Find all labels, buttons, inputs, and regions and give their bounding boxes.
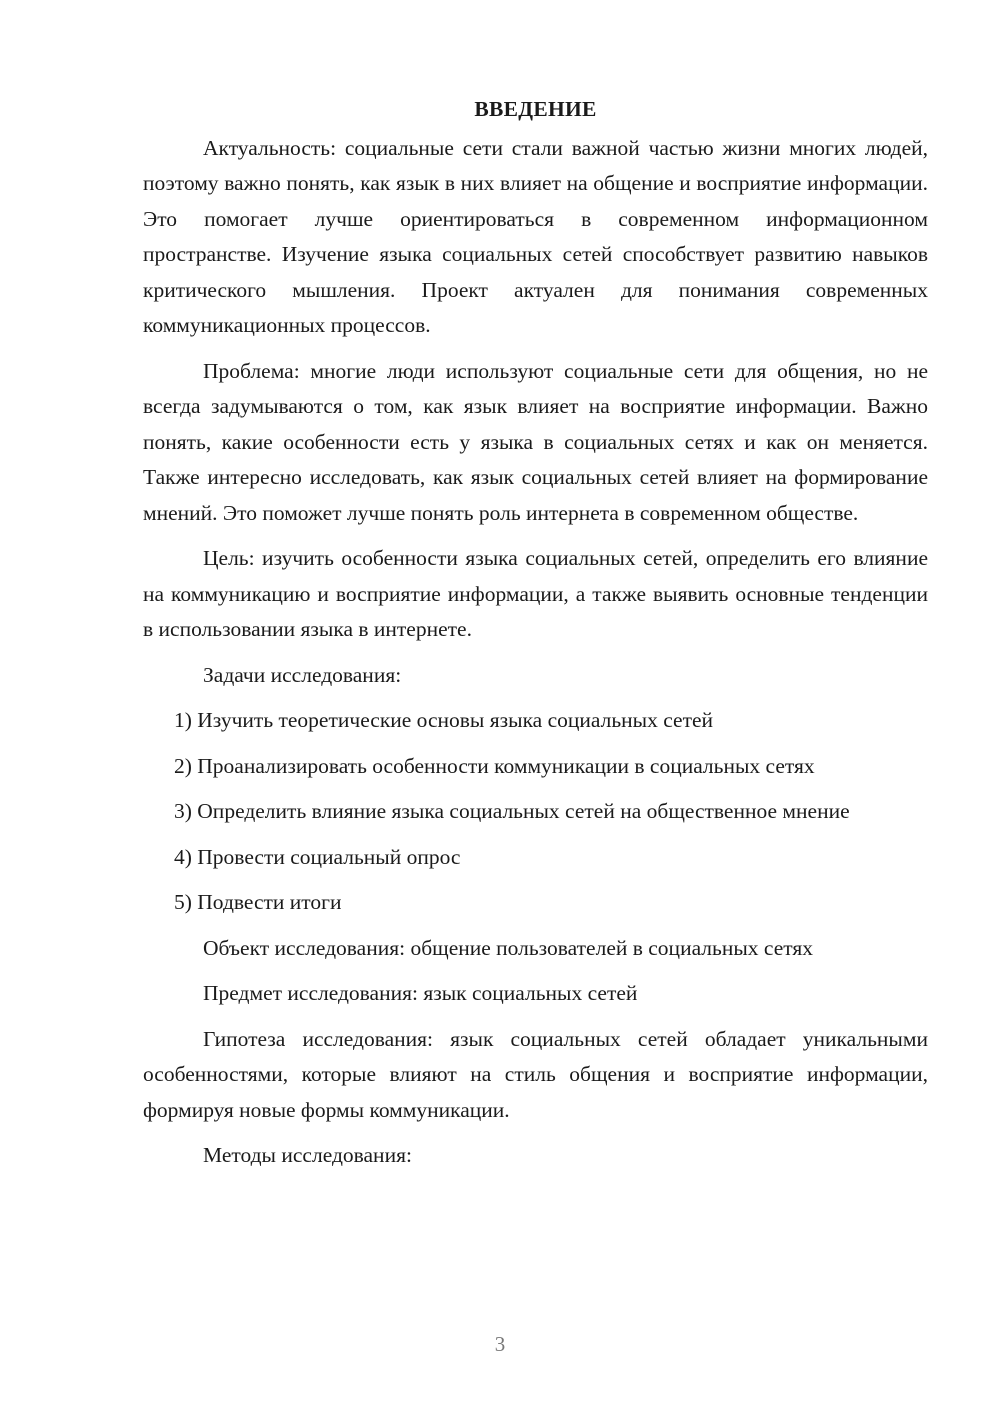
- task-item-5: 5) Подвести итоги: [174, 890, 342, 914]
- relevance-paragraph: Актуальность: социальные сети стали важной частью жизни многих людей, поэтому важно понять, как язык в них влияет на общение и восприятие информации. Это помогает лучше ориентироваться в современном информационном пространстве. Изучение языка социальных сетей способствует развитию навыков критического мышления. Проект актуален для понимания современных коммуникационных процессов.: [143, 135, 928, 337]
- tasks-heading: Задачи исследования:: [203, 662, 402, 687]
- hypothesis-paragraph: Гипотеза исследования: язык социальных сетей обладает уникальными особенностями, которые влияют на стиль общения и восприятие информации, формируя новые формы коммуникации.: [143, 1026, 928, 1122]
- problem-paragraph: Проблема: многие люди используют социальные сети для общения, но не всегда задумываются о том, как язык влияет на восприятие информации. Важно понять, какие особенности есть у языка в социальных сетях и как он меняется. Также интересно исследовать, как язык социальных сетей влияет на формирование мнений. Это поможет лучше понять роль интернета в современном обществе.: [143, 358, 928, 525]
- task-item-4: 4) Провести социальный опрос: [174, 844, 461, 869]
- goal-paragraph: Цель: изучить особенности языка социальных сетей, определить его влияние на коммуникацию и восприятие информации, а также выявить основные тенденции в использовании языка в интернете.: [143, 546, 928, 641]
- page-content: [143, 92, 928, 1184]
- object-paragraph: Объект исследования: общение пользователей в социальных сетях: [203, 935, 814, 960]
- task-item-1: 1) Изучить теоретические основы языка социальных сетей: [174, 708, 714, 732]
- section-title: ВВЕДЕНИЕ: [474, 97, 597, 121]
- subject-paragraph: Предмет исследования: язык социальных сетей: [203, 981, 638, 1005]
- task-item-2: 2) Проанализировать особенности коммуникации в социальных сетях: [174, 753, 815, 778]
- page-number: 3: [494, 1332, 506, 1356]
- task-item-3: 3) Определить влияние языка социальных сетей на общественное мнение: [174, 799, 850, 823]
- methods-heading: Методы исследования:: [203, 1143, 412, 1167]
